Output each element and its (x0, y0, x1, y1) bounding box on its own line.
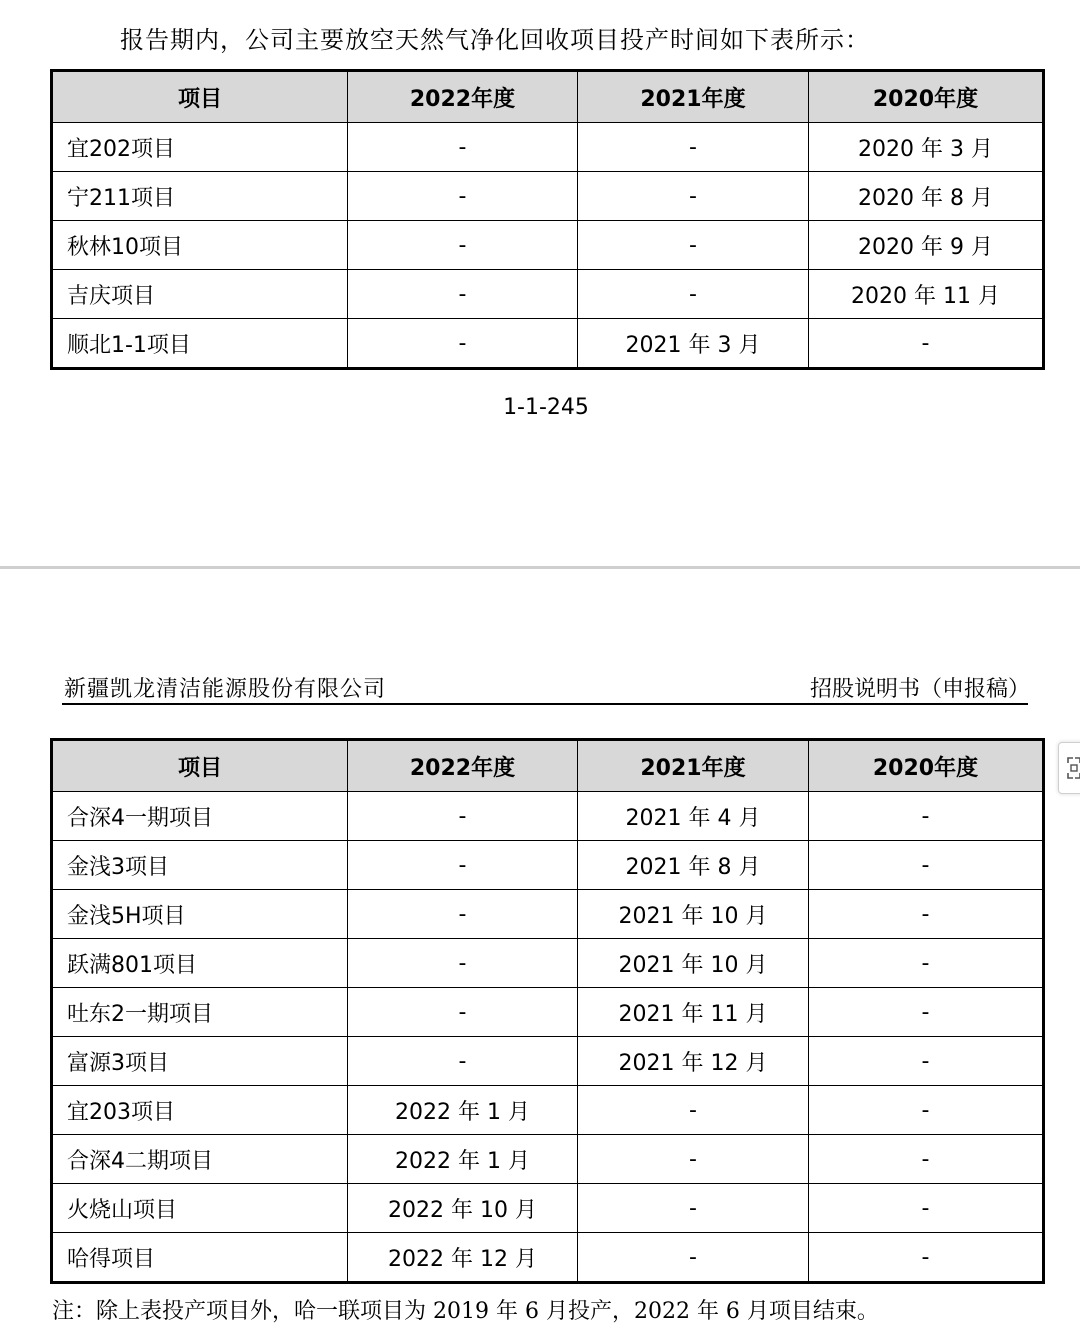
table-row (52, 1086, 1044, 1135)
year-2022-cell: - (348, 270, 578, 319)
intro-paragraph: 报告期内，公司主要放空天然气净化回收项目投产时间如下表所示： (120, 26, 870, 54)
project-name-cell: 顺北1-1项目 (52, 319, 348, 369)
year-2020-cell: - (809, 792, 1044, 841)
table-row (52, 270, 1044, 319)
year-2021-cell: - (578, 270, 809, 319)
year-2021-cell: - (578, 1086, 809, 1135)
project-name-cell: 金浅3项目 (52, 841, 348, 890)
table-row (52, 1184, 1044, 1233)
table-row (52, 172, 1044, 221)
year-2022-cell: - (348, 890, 578, 939)
year-2020-cell: - (809, 1233, 1044, 1283)
table-row (52, 1037, 1044, 1086)
column-header-2020: 2020年度 (809, 740, 1044, 792)
project-name-cell: 跃满801项目 (52, 939, 348, 988)
table-row (52, 939, 1044, 988)
project-name-cell: 合深4二期项目 (52, 1135, 348, 1184)
year-2021-cell: 2021 年 8 月 (578, 841, 809, 890)
year-2022-cell: - (348, 939, 578, 988)
scan-icon (1067, 757, 1080, 779)
year-2021-cell: - (578, 1233, 809, 1283)
project-name-cell: 哈得项目 (52, 1233, 348, 1283)
project-name-cell: 宜203项目 (52, 1086, 348, 1135)
column-header-2021: 2021年度 (578, 740, 809, 792)
year-2021-cell: 2021 年 4 月 (578, 792, 809, 841)
project-name-cell: 合深4一期项目 (52, 792, 348, 841)
year-2020-cell: - (809, 1184, 1044, 1233)
column-header-2022: 2022年度 (348, 71, 578, 123)
year-2022-cell: 2022 年 1 月 (348, 1135, 578, 1184)
year-2021-cell: - (578, 221, 809, 270)
year-2020-cell: - (809, 988, 1044, 1037)
year-2021-cell: 2021 年 11 月 (578, 988, 809, 1037)
side-tool-button[interactable] (1058, 742, 1080, 794)
page-separator (0, 566, 1080, 569)
year-2020-cell: - (809, 319, 1044, 369)
year-2022-cell: - (348, 792, 578, 841)
year-2020-cell: - (809, 1037, 1044, 1086)
year-2020-cell: 2020 年 9 月 (809, 221, 1044, 270)
year-2021-cell: 2021 年 12 月 (578, 1037, 809, 1086)
year-2021-cell: - (578, 1135, 809, 1184)
commissioning-table-part1 (50, 69, 1045, 370)
table-row (52, 1233, 1044, 1283)
commissioning-table-part2 (50, 738, 1045, 1284)
table-header-row (52, 740, 1044, 792)
column-header-2022: 2022年度 (348, 740, 578, 792)
year-2022-cell: - (348, 988, 578, 1037)
table-row (52, 1135, 1044, 1184)
running-header-document: 招股说明书（申报稿） (809, 677, 1030, 702)
year-2020-cell: - (809, 939, 1044, 988)
table-row (52, 792, 1044, 841)
year-2022-cell: - (348, 841, 578, 890)
column-header-2021: 2021年度 (578, 71, 809, 123)
year-2022-cell: 2022 年 12 月 (348, 1233, 578, 1283)
year-2020-cell: - (809, 1086, 1044, 1135)
year-2021-cell: 2021 年 10 月 (578, 890, 809, 939)
table-row (52, 123, 1044, 172)
year-2022-cell: 2022 年 10 月 (348, 1184, 578, 1233)
year-2020-cell: 2020 年 8 月 (809, 172, 1044, 221)
project-name-cell: 吐东2一期项目 (52, 988, 348, 1037)
page-number: 1-1-245 (503, 395, 589, 420)
year-2022-cell: - (348, 221, 578, 270)
year-2022-cell: - (348, 172, 578, 221)
year-2021-cell: - (578, 1184, 809, 1233)
table-row (52, 890, 1044, 939)
table-row (52, 319, 1044, 369)
year-2020-cell: 2020 年 3 月 (809, 123, 1044, 172)
column-header-project: 项目 (52, 740, 348, 792)
project-name-cell: 金浅5H项目 (52, 890, 348, 939)
project-name-cell: 秋林10项目 (52, 221, 348, 270)
year-2022-cell: - (348, 123, 578, 172)
year-2020-cell: - (809, 841, 1044, 890)
project-name-cell: 富源3项目 (52, 1037, 348, 1086)
year-2020-cell: 2020 年 11 月 (809, 270, 1044, 319)
year-2022-cell: - (348, 1037, 578, 1086)
table-row (52, 221, 1044, 270)
running-header-company: 新疆凯龙清洁能源股份有限公司 (64, 677, 387, 702)
project-name-cell: 宜202项目 (52, 123, 348, 172)
column-header-project: 项目 (52, 71, 348, 123)
year-2021-cell: - (578, 172, 809, 221)
project-name-cell: 火烧山项目 (52, 1184, 348, 1233)
project-name-cell: 宁211项目 (52, 172, 348, 221)
project-name-cell: 吉庆项目 (52, 270, 348, 319)
header-rule (62, 703, 1028, 705)
year-2021-cell: 2021 年 10 月 (578, 939, 809, 988)
year-2021-cell: - (578, 123, 809, 172)
year-2021-cell: 2021 年 3 月 (578, 319, 809, 369)
year-2022-cell: - (348, 319, 578, 369)
table-footnote: 注：除上表投产项目外，哈一联项目为 2019 年 6 月投产，2022 年 6 月项目结束。 (52, 1299, 879, 1324)
table-header-row (52, 71, 1044, 123)
table-row (52, 841, 1044, 890)
year-2020-cell: - (809, 1135, 1044, 1184)
table-row (52, 988, 1044, 1037)
column-header-2020: 2020年度 (809, 71, 1044, 123)
year-2020-cell: - (809, 890, 1044, 939)
year-2022-cell: 2022 年 1 月 (348, 1086, 578, 1135)
